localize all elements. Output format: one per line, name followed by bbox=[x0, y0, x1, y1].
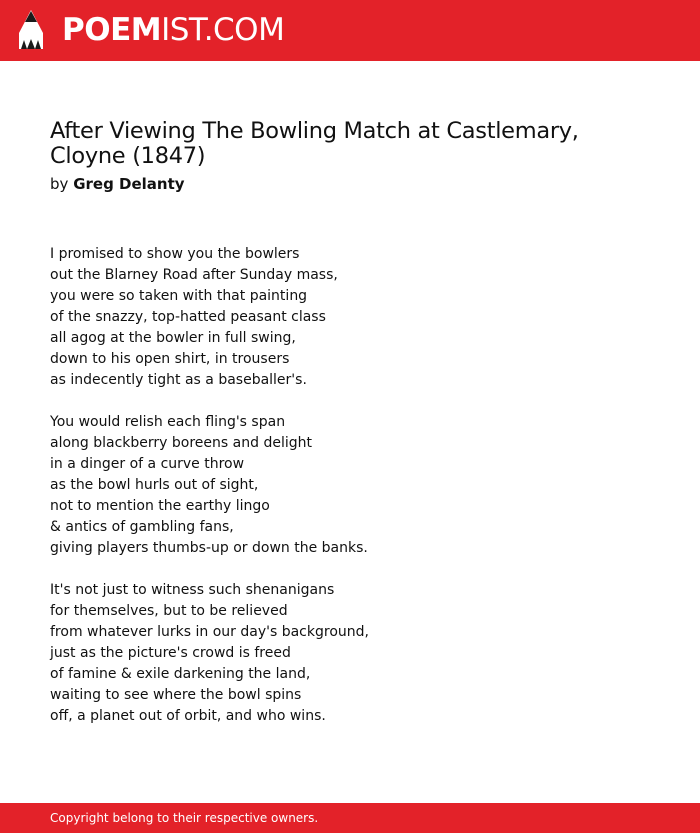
author-name[interactable]: Greg Delanty bbox=[73, 175, 185, 193]
poem-line: It's not just to witness such shenanigans bbox=[50, 582, 335, 598]
site-header bbox=[0, 0, 700, 61]
poem-body bbox=[50, 244, 650, 748]
poem-line: you were so taken with that painting bbox=[50, 288, 308, 304]
logo-bold-text: POEM bbox=[62, 12, 162, 48]
poem-line: not to mention the earthy lingo bbox=[50, 498, 270, 514]
stanza bbox=[50, 412, 650, 559]
site-footer bbox=[0, 803, 700, 833]
poem-line: from whatever lurks in our day's background, bbox=[50, 624, 369, 640]
poem-line: along blackberry boreens and delight bbox=[50, 435, 312, 451]
poem-line: You would relish each fling's span bbox=[50, 414, 286, 430]
poem-line: for themselves, but to be relieved bbox=[50, 603, 288, 619]
pen-nib-icon[interactable] bbox=[17, 9, 45, 51]
poem-line: off, a planet out of orbit, and who wins. bbox=[50, 708, 326, 724]
poem-title: After Viewing The Bowling Match at Castlemary, Cloyne (1847) bbox=[50, 118, 579, 169]
by-label: by bbox=[50, 175, 69, 193]
poem-line: giving players thumbs-up or down the banks. bbox=[50, 540, 368, 556]
poem-line: as indecently tight as a baseballer's. bbox=[50, 372, 307, 388]
logo-light-text: IST.COM bbox=[161, 12, 285, 48]
copyright-text: Copyright belong to their respective owners. bbox=[50, 811, 319, 825]
poem-line: in a dinger of a curve throw bbox=[50, 456, 245, 472]
poem-line: down to his open shirt, in trousers bbox=[50, 351, 290, 367]
poem-line: waiting to see where the bowl spins bbox=[50, 687, 302, 703]
poem-line: as the bowl hurls out of sight, bbox=[50, 477, 259, 493]
poem-line: of the snazzy, top-hatted peasant class bbox=[50, 309, 326, 325]
poem-line: just as the picture's crowd is freed bbox=[50, 645, 291, 661]
poem-line: of famine & exile darkening the land, bbox=[50, 666, 311, 682]
poem-line: & antics of gambling fans, bbox=[50, 519, 234, 535]
poem-line: I promised to show you the bowlers bbox=[50, 246, 300, 262]
byline bbox=[50, 175, 185, 193]
stanza bbox=[50, 580, 650, 727]
poem-line: out the Blarney Road after Sunday mass, bbox=[50, 267, 338, 283]
stanza bbox=[50, 244, 650, 391]
poem-line: all agog at the bowler in full swing, bbox=[50, 330, 296, 346]
site-logo[interactable] bbox=[62, 13, 284, 47]
